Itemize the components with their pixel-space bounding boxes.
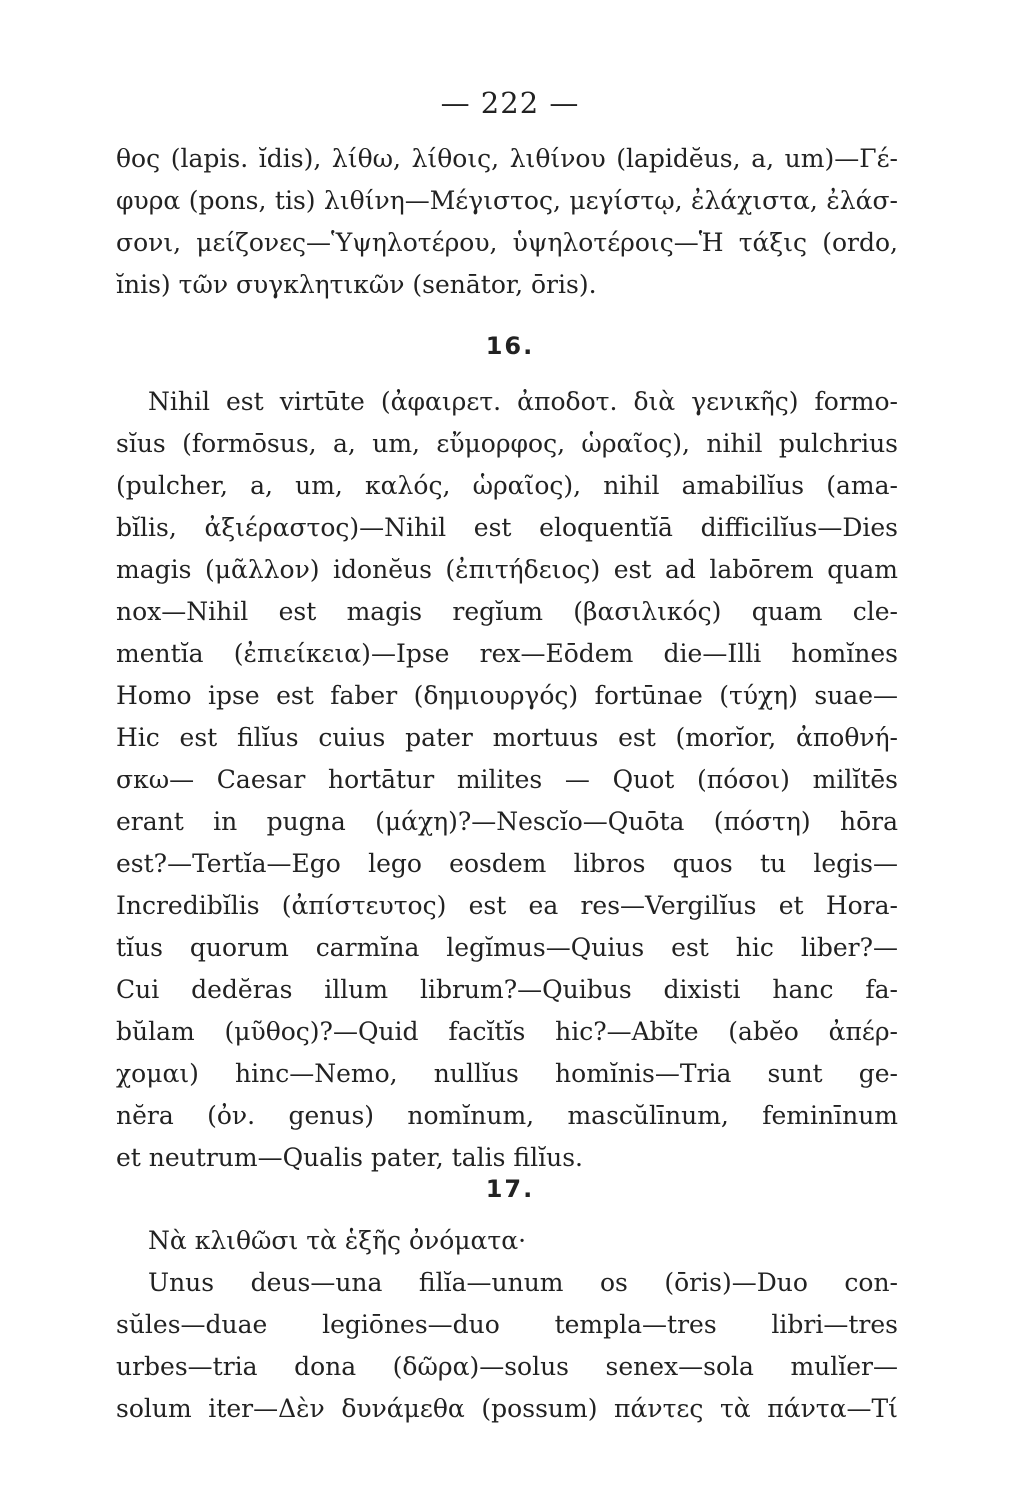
- text-line: sŭles—duae legiōnes—duo templa—tres libri—tres: [116, 1310, 898, 1339]
- intro-paragraph: [116, 138, 898, 306]
- text-line: et neutrum—Qualis pater, talis filĭus.: [116, 1143, 583, 1172]
- section-heading-17: 17.: [485, 1175, 535, 1203]
- text-line: χομαι) hinc—Nemo, nullĭus homĭnis—Tria sunt ge-: [116, 1059, 898, 1088]
- text-line: Homo ipse est faber (δημιουργός) fortūnae (τύχη) suae—: [116, 681, 898, 710]
- text-line: θος (lapis. ĭdis), λίθω, λίθοις, λιθίνου (lapidĕus, a, um)—Γέ-: [116, 144, 898, 173]
- text-line: nĕra (ὀν. genus) nomĭnum, mascŭlīnum, feminīnum: [116, 1101, 898, 1130]
- text-line: est?—Tertĭa—Ego lego eosdem libros quos tu legis—: [116, 849, 898, 878]
- text-line: bĭlis, ἀξιέραστος)—Nihil est eloquentĭā difficilĭus—Dies: [116, 513, 898, 542]
- text-line: φυρα (pons, tis) λιθίνη—Μέγιστος, μεγίστῳ, ἐλάχιστα, ἐλάσ-: [116, 186, 898, 215]
- text-line: σονι, μείζονες—Ὑψηλοτέρου, ὑψηλοτέροις—Ἡ τάξις (ordo,: [116, 228, 898, 257]
- text-line: nox—Nihil est magis regĭum (βασιλικός) quam cle-: [116, 597, 898, 626]
- text-line: urbes—tria dona (δῶρα)—solus senex—sola mulĭer—: [116, 1352, 898, 1381]
- text-line: (pulcher, a, um, καλός, ὡραῖος), nihil amabilĭus (ama-: [116, 471, 898, 500]
- text-line: Unus deus—una filĭa—unum os (ōris)—Duo con-: [148, 1268, 898, 1297]
- section-17-paragraph: [116, 1220, 898, 1430]
- text-line: mentĭa (ἐπιείκεια)—Ipse rex—Eōdem die—Illi homĭnes: [116, 639, 898, 668]
- text-line: ĭnis) τῶν συγκλητικῶν (senātor, ōris).: [116, 270, 597, 299]
- text-line: sĭus (formōsus, a, um, εὔμορφος, ὡραῖος), nihil pulchrius: [116, 429, 898, 458]
- text-line: Cui dedĕras illum librum?—Quibus dixisti hanc fa-: [116, 975, 898, 1004]
- text-line: erant in pugna (μάχη)?—Nescĭo—Quōta (πόστη) hōra: [116, 807, 898, 836]
- text-line: Nihil est virtūte (ἀφαιρετ. ἀποδοτ. διὰ γενικῆς) formo-: [148, 387, 898, 416]
- section-17-instruction: Νὰ κλιθῶσι τὰ ἑξῆς ὀνόματα·: [148, 1226, 527, 1255]
- text-line: tĭus quorum carmĭna legĭmus—Quius est hic liber?—: [116, 933, 898, 962]
- text-line: Hic est filĭus cuius pater mortuus est (morĭor, ἀποθνή-: [116, 723, 898, 752]
- text-line: solum iter—Δὲν δυνάμεθα (possum) πάντες τὰ πάντα—Τί: [116, 1394, 898, 1423]
- text-line: σκω— Caesar hortātur milites — Quot (πόσοι) milĭtēs: [116, 765, 898, 794]
- text-line: magis (μᾶλλον) idonĕus (ἐπιτήδειος) est ad labōrem quam: [116, 555, 898, 584]
- page-number: — 222 —: [440, 86, 580, 120]
- text-line: bŭlam (μῦθος)?—Quid facĭtĭs hic?—Abĭte (abĕo ἀπέρ-: [116, 1017, 898, 1046]
- text-line: Incredibĭlis (ἀπίστευτος) est ea res—Vergilĭus et Hora-: [116, 891, 898, 920]
- section-16-paragraph: [116, 381, 898, 1179]
- section-heading-16: 16.: [485, 332, 535, 360]
